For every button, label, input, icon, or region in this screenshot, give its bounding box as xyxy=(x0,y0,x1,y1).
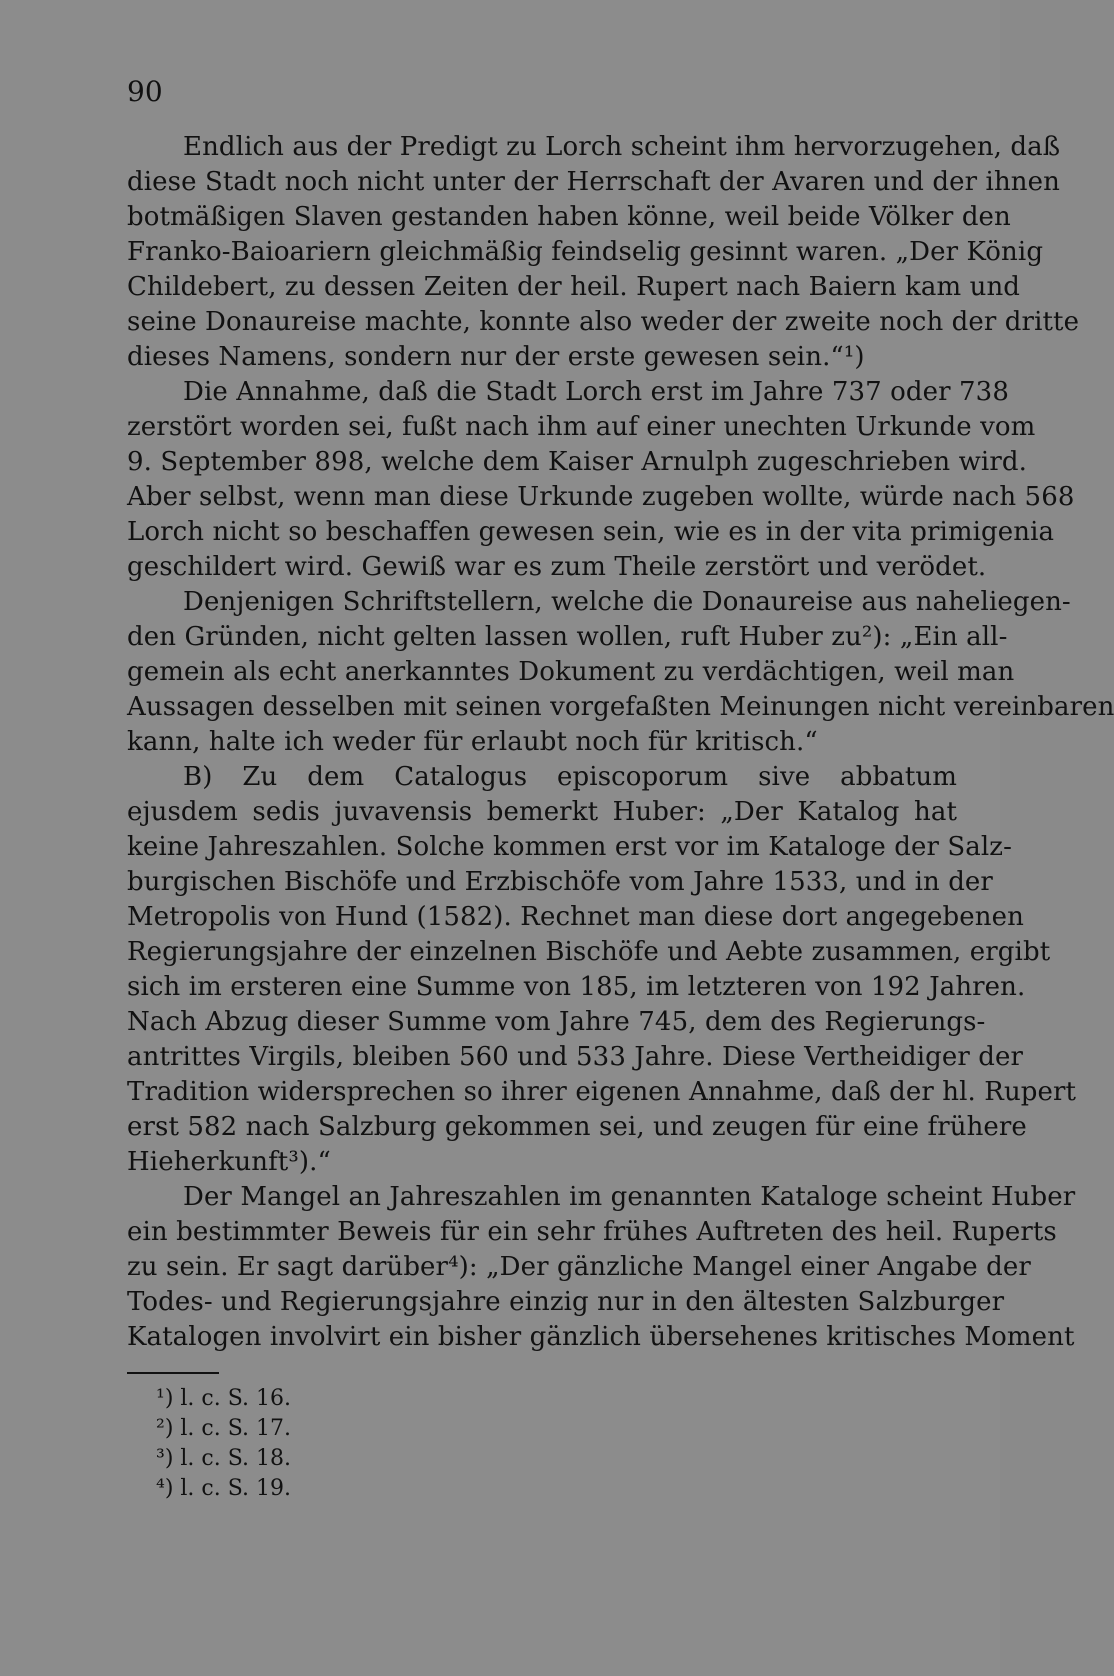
text-line: B) Zu dem Catalogus episcoporum sive abbatum xyxy=(183,762,957,792)
text-line: Childebert, zu dessen Zeiten der heil. Rupert nach Baiern kam und xyxy=(127,272,1021,302)
text-line: dieses Namens, sondern nur der erste gewesen sein.“¹) xyxy=(127,342,865,372)
body-text xyxy=(127,130,1114,1355)
footnote: ¹) l. c. S. 16. xyxy=(156,1386,291,1411)
text-line: Aber selbst, wenn man diese Urkunde zugeben wollte, würde nach 568 xyxy=(127,482,1075,512)
text-line: antrittes Virgils, bleiben 560 und 533 Jahre. Diese Vertheidiger der xyxy=(127,1042,1024,1072)
text-line: Tradition widersprechen so ihrer eigenen Annahme, daß der hl. Rupert xyxy=(127,1077,1077,1107)
text-line: 9. September 898, welche dem Kaiser Arnulph zugeschrieben wird. xyxy=(127,447,1027,477)
text-line: den Gründen, nicht gelten lassen wollen, ruft Huber zu²): „Ein all- xyxy=(127,622,1008,652)
text-line: Der Mangel an Jahreszahlen im genannten Kataloge scheint Huber xyxy=(183,1182,1076,1212)
text-line: burgischen Bischöfe und Erzbischöfe vom Jahre 1533, und in der xyxy=(127,867,993,897)
text-line: kann, halte ich weder für erlaubt noch für kritisch.“ xyxy=(127,727,818,757)
footnote: ⁴) l. c. S. 19. xyxy=(156,1476,291,1501)
text-line: Lorch nicht so beschaffen gewesen sein, wie es in der vita primigenia xyxy=(127,517,1055,547)
text-line: Metropolis von Hund (1582). Rechnet man diese dort angegebenen xyxy=(127,902,1024,932)
text-line: erst 582 nach Salzburg gekommen sei, und zeugen für eine frühere xyxy=(127,1112,1027,1142)
text-line: Die Annahme, daß die Stadt Lorch erst im Jahre 737 oder 738 xyxy=(183,377,1009,407)
footnote-rule xyxy=(127,1372,219,1374)
text-line: gemein als echt anerkanntes Dokument zu verdächtigen, weil man xyxy=(127,657,1015,687)
footnote: ³) l. c. S. 18. xyxy=(156,1446,291,1471)
text-line: keine Jahreszahlen. Solche kommen erst vor im Kataloge der Salz- xyxy=(127,832,1012,862)
text-line: zu sein. Er sagt darüber⁴): „Der gänzliche Mangel einer Angabe der xyxy=(127,1252,1031,1282)
text-line: Aussagen desselben mit seinen vorgefaßten Meinungen nicht vereinbaren xyxy=(127,692,1114,722)
footnote: ²) l. c. S. 17. xyxy=(156,1416,291,1441)
text-line: ein bestimmter Beweis für ein sehr frühes Auftreten des heil. Ruperts xyxy=(127,1217,1057,1247)
text-line: Todes- und Regierungsjahre einzig nur in den ältesten Salzburger xyxy=(127,1287,1005,1317)
text-line: Hieherkunft³).“ xyxy=(127,1147,331,1177)
text-line: seine Donaureise machte, konnte also weder der zweite noch der dritte xyxy=(127,307,1080,337)
text-line: Katalogen involvirt ein bisher gänzlich übersehenes kritisches Moment xyxy=(127,1322,1075,1352)
page-number: 90 xyxy=(127,75,163,108)
text-line: zerstört worden sei, fußt nach ihm auf einer unechten Urkunde vom xyxy=(127,412,1036,442)
text-line: Nach Abzug dieser Summe vom Jahre 745, dem des Regierungs- xyxy=(127,1007,986,1037)
text-line: Franko-Baioariern gleichmäßig feindselig gesinnt waren. „Der König xyxy=(127,237,1044,267)
text-line: Endlich aus der Predigt zu Lorch scheint ihm hervorzugehen, daß xyxy=(183,132,1061,162)
footnotes xyxy=(156,1384,291,1504)
text-line: ejusdem sedis juvavensis bemerkt Huber: „Der Katalog hat xyxy=(127,797,957,827)
text-line: diese Stadt noch nicht unter der Herrschaft der Avaren und der ihnen xyxy=(127,167,1060,197)
text-line: sich im ersteren eine Summe von 185, im letzteren von 192 Jahren. xyxy=(127,972,1026,1002)
text-line: Denjenigen Schriftstellern, welche die Donaureise aus naheliegen- xyxy=(183,587,1071,617)
text-line: Regierungsjahre der einzelnen Bischöfe und Aebte zusammen, ergibt xyxy=(127,937,1051,967)
text-line: geschildert wird. Gewiß war es zum Theile zerstört und verödet. xyxy=(127,552,987,582)
text-line: botmäßigen Slaven gestanden haben könne, weil beide Völker den xyxy=(127,202,1011,232)
